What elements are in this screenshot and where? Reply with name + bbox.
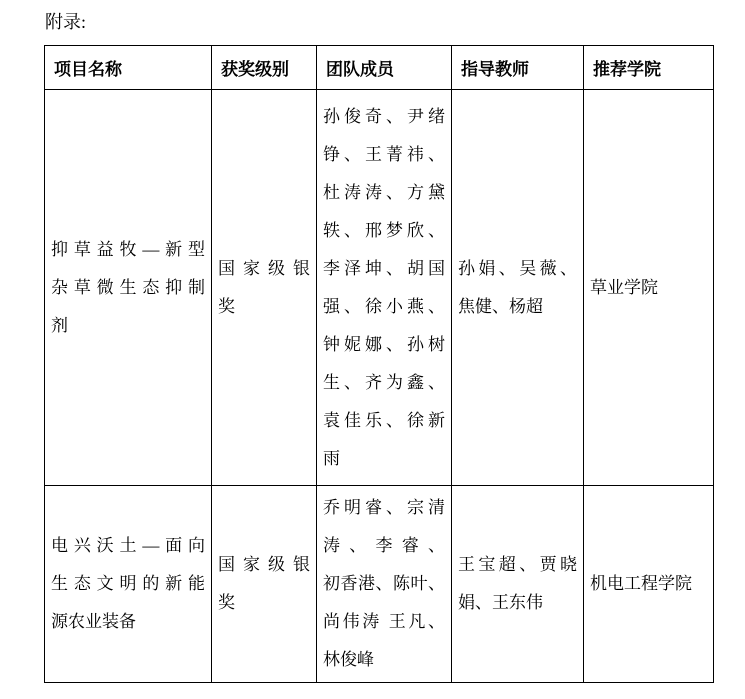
advisors-cell: 孙娟、吴薇、 焦健、杨超 (452, 90, 584, 486)
project-name-cell: 抑草益牧—新型 杂草微生态抑制 剂 (45, 90, 212, 486)
table-row (45, 90, 714, 486)
team-members-cell: 乔明睿、宗清 涛、李睿、 初香港、陈叶、 尚伟涛 王凡、 林俊峰 (317, 486, 452, 683)
table-row (45, 486, 714, 683)
project-name-cell: 电兴沃土—面向 生态文明的新能 源农业装备 (45, 486, 212, 683)
college-cell: 机电工程学院 (584, 486, 714, 683)
column-header-award-level: 获奖级别 (212, 46, 317, 90)
college-cell: 草业学院 (584, 90, 714, 486)
table-header-row (45, 46, 714, 90)
team-members-cell: 孙俊奇、尹绪 铮、王菁祎、 杜涛涛、方黛 轶、邢梦欣、 李泽坤、胡国 强、徐小燕、 钟妮娜、孙树 生、齐为鑫、 袁佳乐、徐新 雨 (317, 90, 452, 486)
column-header-college: 推荐学院 (584, 46, 714, 90)
appendix-label: 附录: (45, 12, 87, 32)
column-header-project-name: 项目名称 (45, 46, 212, 90)
award-level-cell: 国家级银 奖 (212, 486, 317, 683)
awards-table (44, 45, 714, 683)
column-header-team-members: 团队成员 (317, 46, 452, 90)
advisors-cell: 王宝超、贾晓 娟、王东伟 (452, 486, 584, 683)
column-header-advisors: 指导教师 (452, 46, 584, 90)
award-level-cell: 国家级银 奖 (212, 90, 317, 486)
